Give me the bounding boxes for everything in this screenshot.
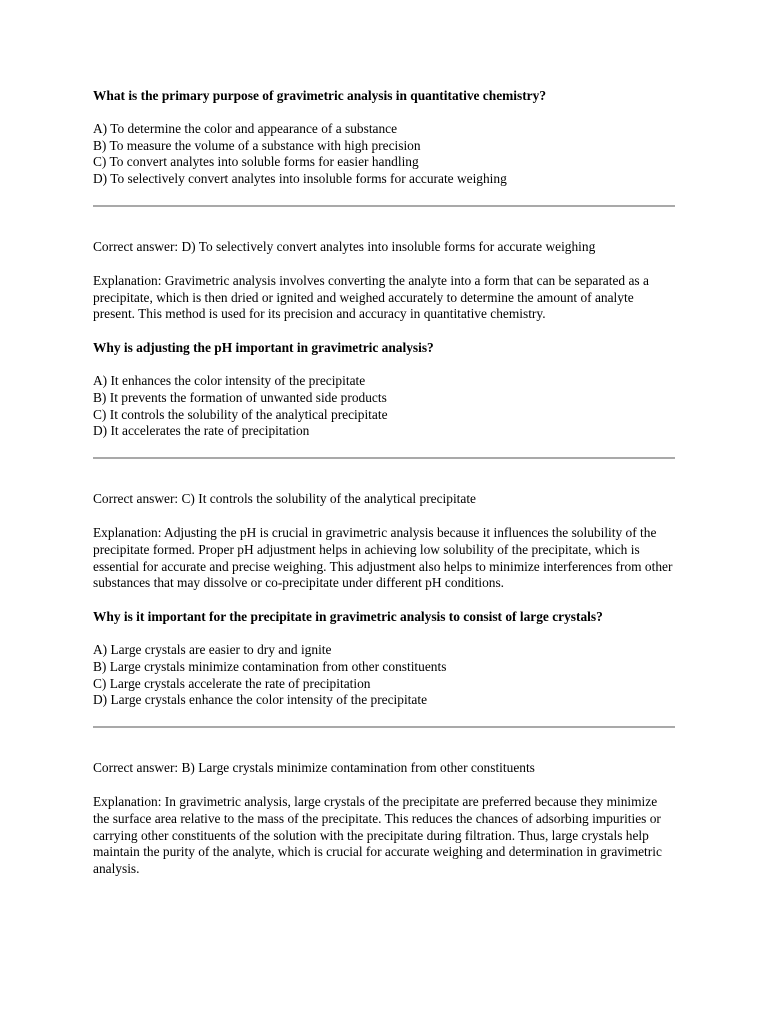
option-c: C) It controls the solubility of the analytical precipitate <box>93 406 388 422</box>
option-d: D) It accelerates the rate of precipitation <box>93 423 310 439</box>
divider <box>93 457 675 459</box>
option-b: B) Large crystals minimize contamination from other constituents <box>93 658 447 674</box>
divider <box>93 726 675 728</box>
options-list-3 <box>93 642 675 709</box>
options-list-2 <box>93 373 675 440</box>
option-b: B) To measure the volume of a substance with high precision <box>93 137 421 153</box>
question-3: Why is it important for the precipitate in gravimetric analysis to consist of large crystals? <box>93 609 603 625</box>
correct-answer-1: Correct answer: D) To selectively convert analytes into insoluble forms for accurate weighing <box>93 238 596 254</box>
options-list-1 <box>93 121 675 188</box>
option-d: D) To selectively convert analytes into insoluble forms for accurate weighing <box>93 171 507 187</box>
question-1: What is the primary purpose of gravimetric analysis in quantitative chemistry? <box>93 88 547 103</box>
qa-block-2 <box>93 340 675 592</box>
explanation-2: Explanation: Adjusting the pH is crucial in gravimetric analysis because it influences the solubility of the precipitate formed. Proper pH adjustment helps in achieving low solubility of the precipitate, which is essential for accurate and precise weighing. This adjustment also helps to minimize interferences from other substances that may dissolve or co-precipitate under different pH conditions. <box>93 524 673 591</box>
question-2: Why is adjusting the pH important in gravimetric analysis? <box>93 340 434 356</box>
document-page <box>93 88 675 895</box>
correct-answer-3: Correct answer: B) Large crystals minimize contamination from other constituents <box>93 760 535 776</box>
option-a: A) To determine the color and appearance of a substance <box>93 120 398 136</box>
correct-answer-2: Correct answer: C) It controls the solubility of the analytical precipitate <box>93 491 476 507</box>
option-a: A) Large crystals are easier to dry and ignite <box>93 641 332 657</box>
option-d: D) Large crystals enhance the color intensity of the precipitate <box>93 692 428 708</box>
option-b: B) It prevents the formation of unwanted side products <box>93 389 387 405</box>
divider <box>93 205 675 207</box>
option-c: C) Large crystals accelerate the rate of precipitation <box>93 675 371 691</box>
qa-block-3 <box>93 609 675 878</box>
explanation-3: Explanation: In gravimetric analysis, large crystals of the precipitate are preferred because they minimize the surface area relative to the mass of the precipitate. This reduces the chances of adsorbing impurities or carrying other constituents of the solution with the precipitate during filtration. Thus, large crystals help maintain the purity of the analyte, which is crucial for accurate weighing and determination in gravimetric analysis. <box>93 793 662 877</box>
option-a: A) It enhances the color intensity of the precipitate <box>93 372 366 388</box>
option-c: C) To convert analytes into soluble forms for easier handling <box>93 154 419 170</box>
qa-block-1 <box>93 88 675 323</box>
explanation-1: Explanation: Gravimetric analysis involves converting the analyte into a form that can be separated as a precipitate, which is then dried or ignited and weighed accurately to determine the amount of analyte present. This method is used for its precision and accuracy in quantitative chemistry. <box>93 272 649 322</box>
